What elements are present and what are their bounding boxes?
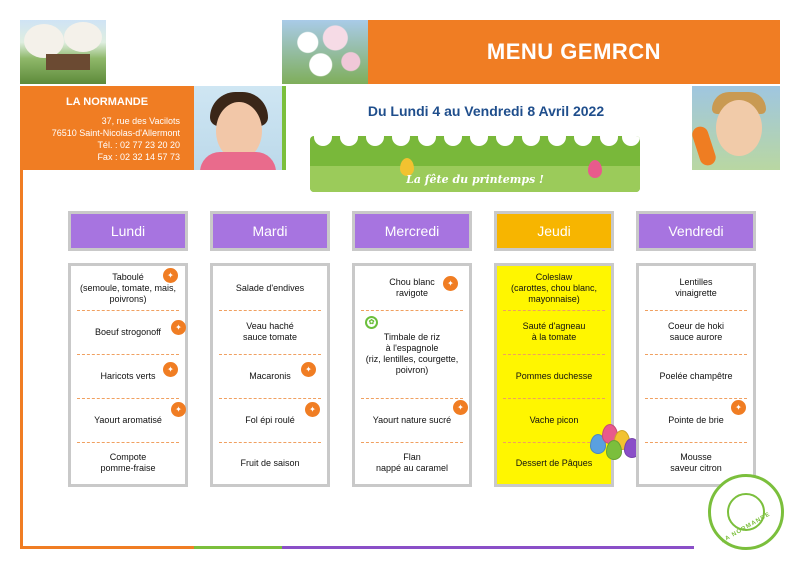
- la-normande-logo: LA NORMANDE: [708, 474, 784, 550]
- dish: Pommes duchesse: [515, 370, 593, 381]
- day-header: Vendredi: [636, 211, 756, 251]
- day-menu: [210, 263, 330, 487]
- vegetarian-icon: ✿: [365, 316, 378, 329]
- house-photo: [20, 20, 106, 84]
- dish: Veau haché sauce tomate: [242, 321, 298, 342]
- france-icon: ✦: [171, 320, 186, 335]
- easter-eggs-icon: [588, 420, 642, 464]
- day-header: Jeudi: [494, 211, 614, 251]
- france-icon: ✦: [305, 402, 320, 417]
- dish: Vache picon: [529, 414, 579, 425]
- dish: Fol épi roulé: [245, 414, 295, 425]
- dish: Fruit de saison: [240, 457, 300, 468]
- left-rule: [20, 170, 23, 548]
- day-menu: [68, 263, 188, 487]
- organization-name: LA NORMANDE: [65, 96, 149, 108]
- bottom-rule-green: [194, 546, 282, 549]
- girl-photo: [194, 86, 282, 170]
- dish: Taboulé (semoule, tomate, mais, poivrons): [79, 271, 177, 304]
- dish: Coeur de hoki sauce aurore: [667, 321, 725, 342]
- bottom-rule-violet: [282, 546, 694, 549]
- dish: Yaourt aromatisé: [94, 414, 162, 425]
- title-bar: [368, 20, 780, 84]
- organization-fax: Fax : 02 32 14 57 73: [97, 152, 180, 162]
- spring-banner: [310, 136, 640, 192]
- day-header: Mercredi: [352, 211, 472, 251]
- france-icon: ✦: [301, 362, 316, 377]
- dish: Boeuf strogonoff: [95, 326, 161, 337]
- green-divider: [282, 86, 286, 170]
- dish: Lentilles vinaigrette: [675, 277, 717, 298]
- day-menu: [352, 263, 472, 487]
- date-range: Du Lundi 4 au Vendredi 8 Avril 2022: [367, 103, 605, 119]
- banner-text: La fête du printemps !: [406, 172, 544, 186]
- dish: Dessert de Pâques: [515, 457, 593, 468]
- france-icon: ✦: [731, 400, 746, 415]
- dish: Poelée champêtre: [659, 370, 733, 381]
- france-icon: ✦: [163, 362, 178, 377]
- bottom-rule-orange: [20, 546, 194, 549]
- menu-title: MENU GEMRCN: [486, 39, 662, 64]
- boy-photo: [692, 86, 780, 170]
- organization-city: 76510 Saint-Nicolas-d'Allermont: [51, 128, 180, 138]
- dish: Compote pomme-fraise: [100, 452, 156, 473]
- day-header: Lundi: [68, 211, 188, 251]
- column-lundi: [68, 211, 188, 473]
- dish: Yaourt nature sucré: [372, 414, 452, 425]
- day-menu: [636, 263, 756, 487]
- blossom-photo: [282, 20, 368, 84]
- france-icon: ✦: [443, 276, 458, 291]
- organization-phone: Tél. : 02 77 23 20 20: [97, 140, 180, 150]
- column-mercredi: [352, 211, 472, 473]
- france-icon: ✦: [171, 402, 186, 417]
- dish: Macaronis: [249, 370, 291, 381]
- dish: Haricots verts: [100, 370, 156, 381]
- dish: Chou blanc ravigote: [389, 277, 435, 298]
- dish: Sauté d'agneau à la tomate: [522, 321, 586, 342]
- dish: Pointe de brie: [668, 414, 724, 425]
- column-vendredi: [636, 211, 756, 473]
- dish: Flan nappé au caramel: [375, 452, 449, 473]
- column-jeudi: [494, 211, 614, 468]
- france-icon: ✦: [163, 268, 178, 283]
- dish: Salade d'endives: [235, 282, 305, 293]
- organization-address: 37, rue des Vacilots: [101, 116, 180, 126]
- dish: Coleslaw (carottes, chou blanc, mayonnaise): [510, 271, 598, 304]
- france-icon: ✦: [453, 400, 468, 415]
- column-mardi: [210, 211, 330, 468]
- day-header: Mardi: [210, 211, 330, 251]
- organization-box: [20, 86, 194, 170]
- dish: Timbale de riz à l'espagnole (riz, lentilles, courgette, poivron): [365, 332, 459, 375]
- dish: Mousse saveur citron: [670, 452, 722, 473]
